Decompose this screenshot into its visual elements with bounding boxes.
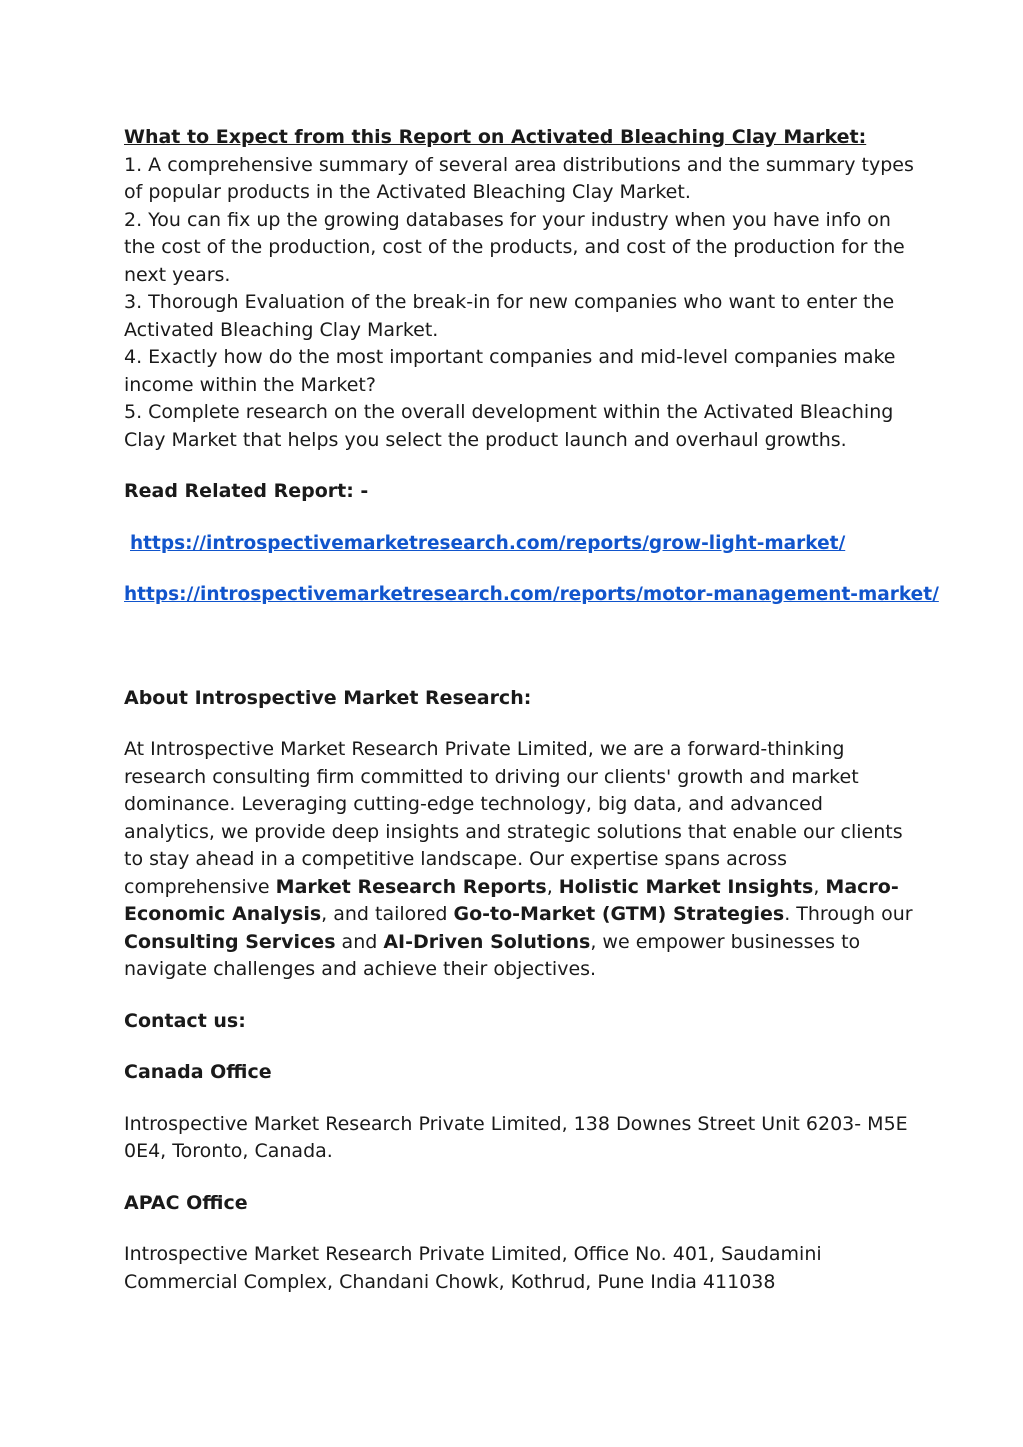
apac-office-address: Introspective Market Research Private Limited, Office No. 401, Saudamini Commercial Complex, Chandani Chowk, Kothrud, Pune India 411038: [124, 1243, 822, 1293]
about-bold-macro-economic: Macro-Economic Analysis: [124, 875, 899, 925]
expect-heading: What to Expect from this Report on Activated Bleaching Clay Market:: [124, 126, 867, 148]
expect-item-1: 1. A comprehensive summary of several area distributions and the summary types of popular products in the Activated Bleaching Clay Market.: [124, 153, 914, 203]
about-sep-2: ,: [813, 875, 826, 898]
apac-office-heading: APAC Office: [124, 1191, 248, 1214]
about-bold-consulting-services: Consulting Services: [124, 930, 336, 953]
related-heading: Read Related Report: -: [124, 480, 369, 502]
expect-item-2: 2. You can fix up the growing databases for your industry when you have info on the cost of the production, cost of the products, and cost of the production for the next years.: [124, 208, 905, 286]
about-bold-market-research-reports: Market Research Reports: [275, 875, 547, 898]
about-sep-6: , we empower businesses to navigate challenges and achieve their objectives.: [124, 930, 861, 980]
canada-office-address: Introspective Market Research Private Limited, 138 Downes Street Unit 6203- M5E 0E4, Toronto, Canada.: [124, 1112, 908, 1162]
document-page: [124, 124, 939, 1296]
related-link-motor-management[interactable]: https://introspectivemarketresearch.com/reports/motor-management-market/: [124, 584, 939, 605]
about-sep-3: , and tailored: [321, 903, 454, 925]
about-paragraph: [124, 736, 914, 984]
expect-item-5: 5. Complete research on the overall development within the Activated Bleaching Clay Market that helps you select the product launch and overhaul growths.: [124, 401, 894, 451]
about-bold-ai-driven-solutions: AI-Driven Solutions: [383, 930, 591, 953]
expect-item-3: 3. Thorough Evaluation of the break-in for new companies who want to enter the Activated Bleaching Clay Market.: [124, 291, 895, 341]
expect-item-4: 4. Exactly how do the most important companies and mid-level companies make income within the Market?: [124, 346, 896, 396]
about-sep-1: ,: [546, 875, 559, 898]
about-heading: About Introspective Market Research:: [124, 686, 532, 709]
about-text-1: At Introspective Market Research Private Limited, we are a forward-thinking research consulting firm committed to driving our clients' growth and market dominance. Leveraging cutting-edge technology, big data, and advanced analytics, we provide deep insights and strategic solutions that enable our clients to stay ahead in a competitive landscape. Our expertise spans across comprehensive: [124, 738, 903, 898]
about-bold-gtm-strategies: Go-to-Market (GTM) Strategies: [453, 903, 785, 925]
related-link-grow-light[interactable]: https://introspectivemarketresearch.com/reports/grow-light-market/: [130, 532, 846, 554]
contact-heading: Contact us:: [124, 1009, 246, 1032]
canada-office-heading: Canada Office: [124, 1061, 272, 1083]
about-sep-4: . Through our: [784, 903, 913, 925]
about-sep-5: and: [335, 930, 384, 953]
about-bold-holistic-insights: Holistic Market Insights: [558, 875, 814, 898]
